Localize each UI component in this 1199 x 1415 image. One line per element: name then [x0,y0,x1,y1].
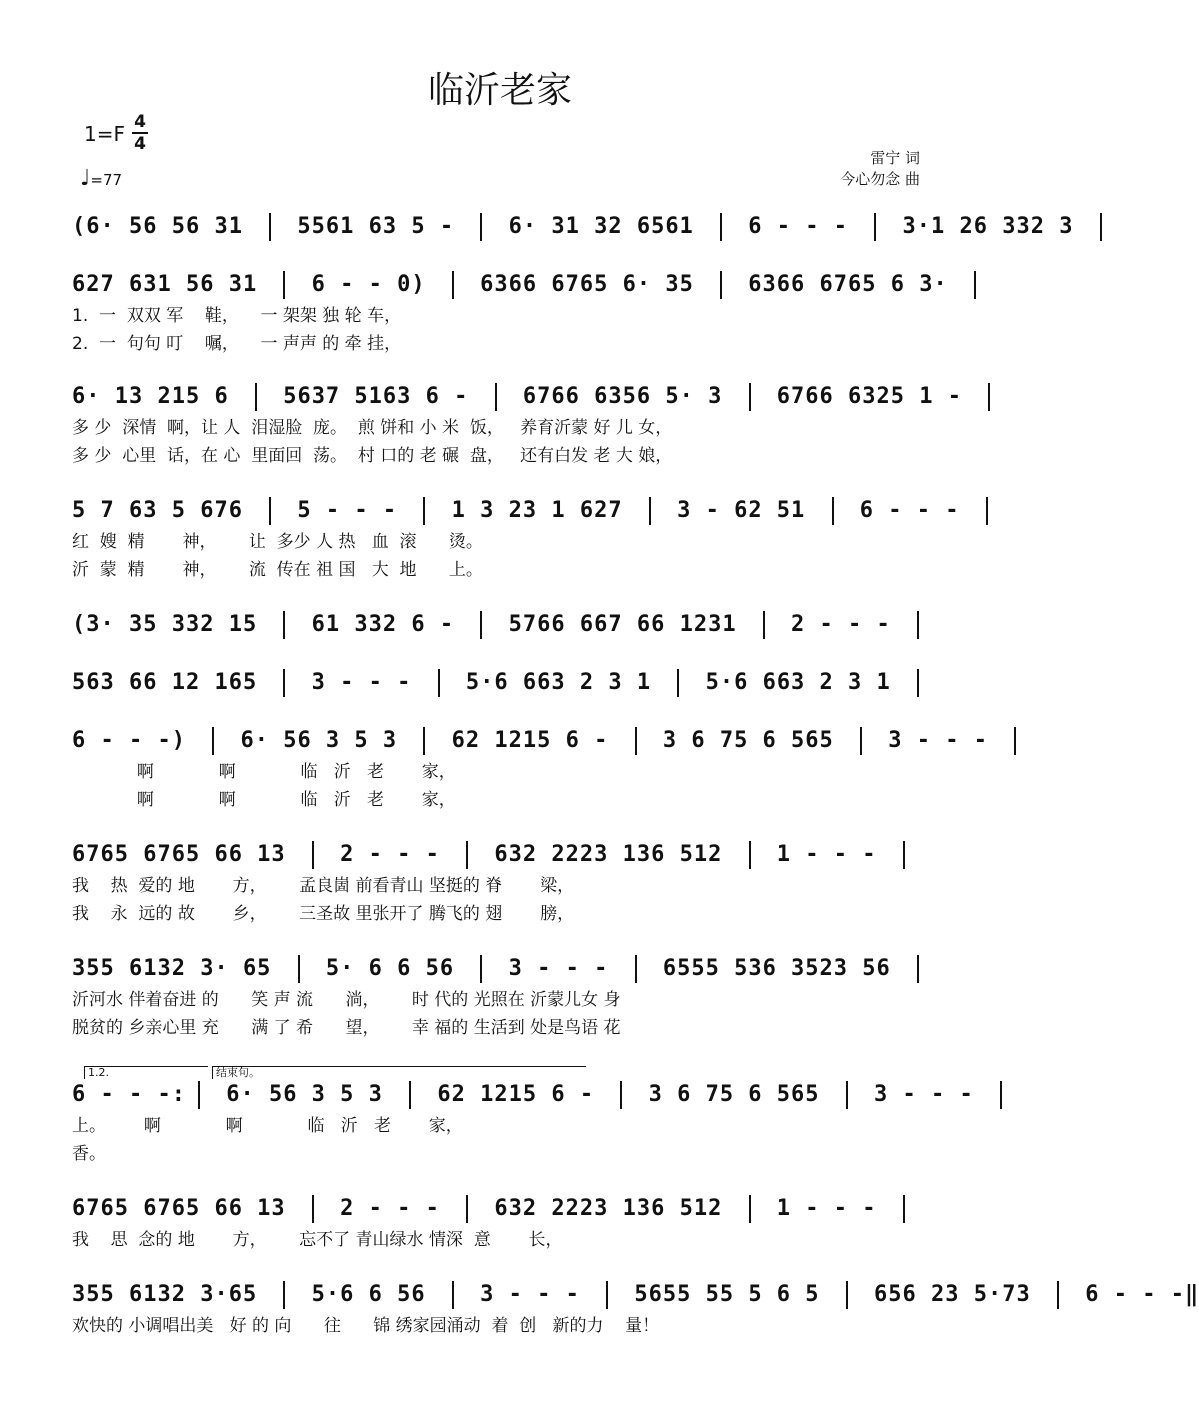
barline [860,727,862,755]
barline [283,271,285,299]
barline [495,383,497,411]
lyric-line: 2. 一 句句 叮 嘱， 一 声声 的 牵 挂， [72,334,402,354]
barline [903,1195,905,1223]
barline [720,213,722,241]
measure: 5·6 6 56 [297,1282,440,1307]
measure: 1 3 23 1 627 [437,498,637,523]
barline [988,383,990,411]
barline [635,727,637,755]
lyric-line: 欢快的 小调唱出美 好 的 向 往 锦 绣家园涌动 着 创 新的力 量！ [72,1316,660,1336]
barline [677,669,679,697]
notation-line [72,666,930,700]
barline [749,383,751,411]
lyric-line: 脱贫的 乡亲心里 充 满 了 希 望， 幸 福的 生活到 处是鸟语 花 [72,1018,621,1038]
measure: 6· 56 3 5 3 [211,1082,398,1107]
lyric-line: 啊 啊 临 沂 老 家， [72,790,456,810]
notation-line [72,838,930,872]
measure: 1 - - - [762,842,891,867]
barline [423,497,425,525]
notation-line [72,1192,930,1226]
volta-bracket-first: 1.2. [84,1066,208,1079]
barline [1000,1081,1002,1109]
barline [312,841,314,869]
measure: 6· 56 3 5 3 [226,728,412,753]
barline [255,383,257,411]
score-system [72,1066,988,1168]
score-system [72,268,962,358]
lyric-line: 我 思 念的 地 方， 忘不了 青山绿水 情深 意 长， [72,1230,563,1250]
barline [917,669,919,697]
barline [409,1081,411,1109]
measure: 6366 6765 6 3· [734,272,962,297]
lyric-line: 上。 啊 啊 临 沂 老 家， [72,1116,463,1136]
measure: 6 - - 0) [297,272,440,297]
barline [466,1195,468,1223]
measure: 5561 63 5 - [283,214,469,239]
score-system [72,380,977,470]
measure: 5·6 663 2 3 1 [691,670,906,695]
measure: 3 - - - [494,956,623,981]
barline [269,497,271,525]
barline [649,497,651,525]
score-system [72,952,930,1042]
measure: 6 - - -) [72,728,201,753]
measure: 6· 31 32 6561 [494,214,709,239]
measure: 563 66 12 165 [72,670,272,695]
composer: 今心勿念 曲 [840,170,920,188]
barline [903,841,905,869]
measure: 632 2223 136 512 [480,1196,737,1221]
score-system [72,1192,930,1254]
barline [974,271,976,299]
measure: 62 1215 6 - [437,728,623,753]
notation-line [72,952,930,986]
barline [720,271,722,299]
barline [917,611,919,639]
barline [452,1281,454,1309]
measure: 5 7 63 5 676 [72,498,258,523]
score-system [72,210,1088,244]
measure: 632 2223 136 512 [480,842,737,867]
barline [298,955,300,983]
barline [749,1195,751,1223]
measure: 656 23 5·73 [859,1282,1045,1307]
measure: (6· 56 56 31 [72,214,258,239]
measure: 3 - 62 51 [662,498,820,523]
barline [832,497,834,525]
barline [846,1081,848,1109]
barline [749,841,751,869]
measure: 6 - - -: [72,1082,186,1107]
score-system [72,1278,1199,1340]
notation-line [72,724,1003,758]
barline [212,727,214,755]
barline [1100,213,1102,241]
measure: 6 - - - [845,498,974,523]
score-system [72,608,930,642]
tempo-marking [80,166,122,191]
measure: 62 1215 6 - [423,1082,609,1107]
barline [438,669,440,697]
lyric-line: 啊 啊 临 沂 老 家， [72,762,456,782]
barline [763,611,765,639]
measure: 6 - - - [734,214,863,239]
song-title: 临沂老家 [427,70,572,111]
measure: 5766 667 66 1231 [494,612,751,637]
lyric-line: 沂 蒙 精 神， 流 传在 祖 国 大 地 上。 [72,560,483,580]
lyric-line: 香。 [72,1144,106,1164]
measure: 6 - - -‖ [1070,1282,1199,1307]
measure: 6765 6765 66 13 [72,1196,300,1221]
score-system [72,724,1003,814]
barline [846,1281,848,1309]
barline [198,1081,200,1109]
barline [620,1081,622,1109]
notation-line [72,210,1088,244]
measure: 5·6 663 2 3 1 [451,670,666,695]
barline [874,213,876,241]
quarter-note-icon: ♩ [80,166,91,191]
measure: 6765 6765 66 13 [72,842,300,867]
notation-line [72,1078,988,1112]
lyric-line: 沂河水 伴着奋进 的 笑 声 流 淌， 时 代的 光照在 沂蒙儿女 身 [72,990,621,1010]
barline [480,213,482,241]
measure: 5637 5163 6 - [268,384,483,409]
barline [466,841,468,869]
measure: 627 631 56 31 [72,272,272,297]
measure: 3 - - - [859,1082,988,1107]
credits [840,148,920,190]
barline [269,213,271,241]
measure: 2 - - - [325,842,455,867]
score-system [72,838,930,928]
measure: 6366 6765 6· 35 [465,272,709,297]
lyric-line: 1. 一 双双 军 鞋， 一 架架 独 轮 车， [72,306,402,326]
barline [283,669,285,697]
lyric-line: 我 热 爱的 地 方， 孟良崮 前看青山 坚挺的 脊 梁， [72,876,575,896]
measure: 1 - - - [762,1196,891,1221]
measure: 355 6132 3· 65 [72,956,286,981]
barline [635,955,637,983]
measure: (3· 35 332 15 [72,612,272,637]
key-signature: 1=F [84,122,125,146]
measure: 3·1 26 332 3 [888,214,1088,239]
barline [986,497,988,525]
lyric-line: 红 嫂 精 神， 让 多少 人 热 血 滚 烫。 [72,532,483,552]
volta-bracket-ending: 结束句。 [212,1066,586,1079]
barline [283,1281,285,1309]
notation-line [72,380,977,414]
time-signature-top: 4 [134,112,146,132]
time-signature-bottom: 4 [134,134,146,154]
time-signature [132,113,148,153]
measure: 6766 6356 5· 3 [508,384,737,409]
barline [1057,1281,1059,1309]
measure: 3 - - - [297,670,426,695]
measure: 61 332 6 - [297,612,469,637]
measure: 6555 536 3523 56 [648,956,906,981]
barline [606,1281,608,1309]
score-system [72,494,974,584]
barline [312,1195,314,1223]
lyricist: 雷宁 词 [870,149,920,167]
measure: 355 6132 3·65 [72,1282,272,1307]
notation-line [72,608,930,642]
lyric-line: 多 少 深情 啊，让 人 泪湿脸 庞。 煎 饼和 小 米 饭， 养育沂蒙 好 儿 女， [72,418,673,438]
notation-line [72,268,962,302]
notation-line [72,494,974,528]
measure: 6· 13 215 6 [72,384,243,409]
measure: 2 - - - [325,1196,455,1221]
measure: 3 6 75 6 565 [634,1082,834,1107]
score-system [72,666,930,700]
measure: 3 - - - [465,1282,595,1307]
barline [283,611,285,639]
measure: 5 - - - [283,498,412,523]
lyric-line: 多 少 心里 话，在 心 里面回 荡。 村 口的 老 碾 盘， 还有白发 老 大 娘， [72,446,673,466]
measure: 6766 6325 1 - [762,384,977,409]
measure: 2 - - - [776,612,906,637]
barline [423,727,425,755]
notation-line [72,1278,1199,1312]
barline [1014,727,1016,755]
measure: 3 6 75 6 565 [648,728,849,753]
measure: 5· 6 6 56 [311,956,469,981]
barline [480,955,482,983]
measure: 5655 55 5 6 5 [620,1282,834,1307]
barline [917,955,919,983]
tempo-value: =77 [90,171,123,189]
measure: 3 - - - [874,728,1003,753]
lyric-line: 我 永 远的 故 乡， 三圣故 里张开了 腾飞的 翅 膀， [72,904,575,924]
barline [452,271,454,299]
barline [480,611,482,639]
